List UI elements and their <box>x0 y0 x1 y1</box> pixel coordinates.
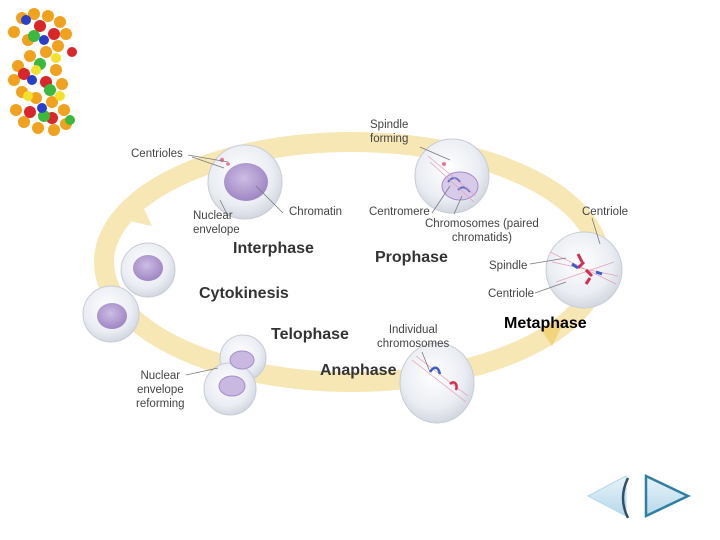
dna-molecule-icon <box>8 8 77 136</box>
label-chromosomes-paired: Chromosomes (paired chromatids) <box>425 218 539 244</box>
label-individual-chromosomes: Individual chromosomes <box>377 324 450 350</box>
metaphase-cell <box>546 232 622 308</box>
anaphase-cell <box>400 343 474 423</box>
label-spindle: Spindle <box>489 260 528 272</box>
phase-cytokinesis: Cytokinesis <box>199 285 289 302</box>
forward-arrow-icon[interactable] <box>646 476 688 516</box>
back-arrow-icon[interactable] <box>588 476 628 518</box>
label-centromere: Centromere <box>369 206 430 218</box>
label-spindle-forming: Spindle forming <box>370 119 409 145</box>
interphase-cell <box>208 145 282 219</box>
label-centriole-bottom: Centriole <box>488 288 535 300</box>
phase-interphase: Interphase <box>233 240 314 257</box>
phase-metaphase: Metaphase <box>504 315 587 332</box>
phase-anaphase: Anaphase <box>320 362 397 379</box>
label-centriole-top: Centriole <box>582 206 629 218</box>
telophase-cell <box>204 335 266 415</box>
label-centrioles: Centrioles <box>131 148 183 160</box>
prophase-cell <box>415 139 489 213</box>
label-nuclear-envelope-reforming: Nuclear envelope reforming <box>136 370 185 410</box>
phase-telophase: Telophase <box>271 326 349 343</box>
phase-prophase: Prophase <box>375 249 448 266</box>
label-chromatin: Chromatin <box>289 206 343 218</box>
label-nuclear-envelope: Nuclear envelope <box>193 210 240 236</box>
